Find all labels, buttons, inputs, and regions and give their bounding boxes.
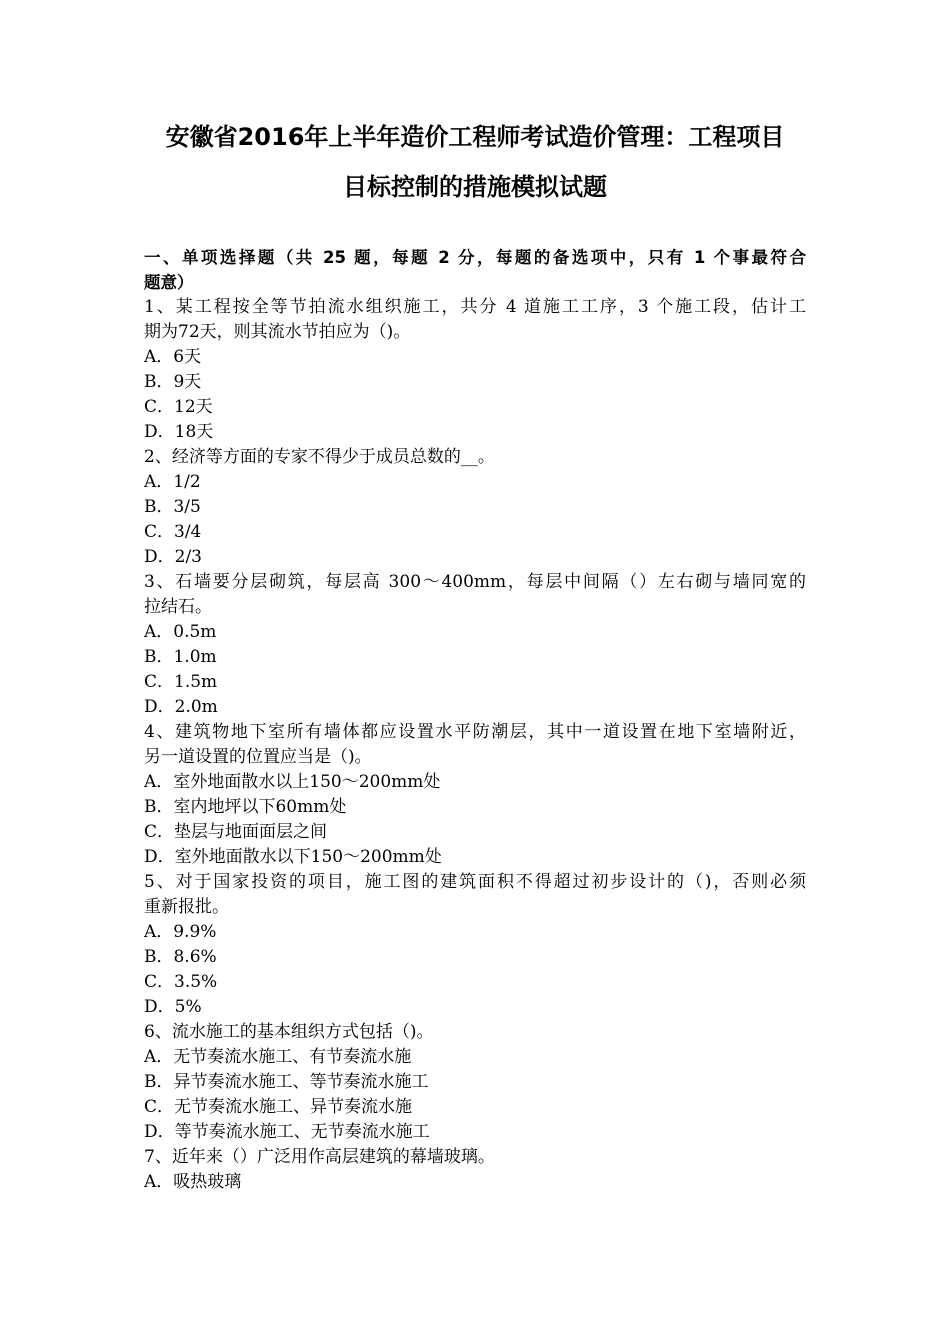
question-3-option-b: B．1.0m (144, 647, 217, 667)
question-4-stem-line-1: 4、建筑物地下室所有墙体都应设置水平防潮层，其中一道设置在地下室墙附近， (144, 722, 806, 742)
document-body (144, 245, 806, 1195)
document-title-line-1: 安徽省2016年上半年造价工程师考试造价管理：工程项目 (165, 123, 785, 151)
question-6-stem-line-1: 6、流水施工的基本组织方式包括（)。 (144, 1022, 434, 1042)
question-1-option-a: A．6天 (144, 347, 202, 367)
question-1-option-c: C．12天 (144, 397, 213, 417)
question-5-stem-line-1: 5、对于国家投资的项目，施工图的建筑面积不得超过初步设计的（)，否则必须 (144, 872, 806, 892)
question-3-stem-line-2: 拉结石。 (144, 597, 212, 617)
question-4-stem-line-2: 另一道设置的位置应当是（)。 (144, 747, 372, 767)
question-5-option-a: A．9.9% (144, 922, 217, 942)
question-2-option-c: C．3/4 (144, 522, 202, 542)
question-5-stem-line-2: 重新报批。 (144, 897, 229, 917)
question-6-option-b: B．异节奏流水施工、等节奏流水施工 (144, 1072, 429, 1092)
question-1-option-b: B．9天 (144, 372, 202, 392)
question-7-option-a: A．吸热玻璃 (144, 1172, 242, 1192)
question-7-stem-line-1: 7、近年来（）广泛用作高层建筑的幕墙玻璃。 (144, 1147, 495, 1167)
question-2-option-a: A．1/2 (144, 472, 201, 492)
question-5-option-b: B．8.6% (144, 947, 217, 967)
question-4-option-c: C．垫层与地面面层之间 (144, 822, 328, 842)
question-6-option-a: A．无节奏流水施工、有节奏流水施 (144, 1047, 412, 1067)
question-5-option-d: D．5% (144, 997, 202, 1017)
question-3-option-a: A．0.5m (144, 622, 217, 642)
question-6-option-d: D．等节奏流水施工、无节奏流水施工 (144, 1122, 430, 1142)
question-2-option-d: D．2/3 (144, 547, 202, 567)
question-2-option-b: B．3/5 (144, 497, 201, 517)
question-4-option-b: B．室内地坪以下60mm处 (144, 797, 347, 817)
question-3-option-c: C．1.5m (144, 672, 218, 692)
question-4-option-a: A．室外地面散水以上150～200mm处 (144, 772, 441, 792)
question-5-option-c: C．3.5% (144, 972, 218, 992)
section-heading-line-2: 题意） (144, 273, 194, 292)
question-4-option-d: D．室外地面散水以下150～200mm处 (144, 847, 442, 867)
section-heading-line-1: 一、单项选择题（共 25 题，每题 2 分，每题的备选项中，只有 1 个事最符合 (144, 248, 806, 267)
question-2-stem-line-1: 2、经济等方面的专家不得少于成员总数的__。 (144, 447, 495, 467)
question-1-option-d: D．18天 (144, 422, 214, 442)
question-3-stem-line-1: 3、石墙要分层砌筑，每层高 300～400mm，每层中间隔（）左右砌与墙同宽的 (144, 572, 806, 592)
document-title-line-2: 目标控制的措施模拟试题 (343, 173, 607, 201)
question-3-option-d: D．2.0m (144, 697, 218, 717)
question-6-option-c: C．无节奏流水施工、异节奏流水施 (144, 1097, 413, 1117)
question-1-stem-line-2: 期为72天，则其流水节拍应为（)。 (144, 322, 411, 342)
question-1-stem-line-1: 1、某工程按全等节拍流水组织施工，共分 4 道施工工序，3 个施工段，估计工 (144, 297, 806, 317)
